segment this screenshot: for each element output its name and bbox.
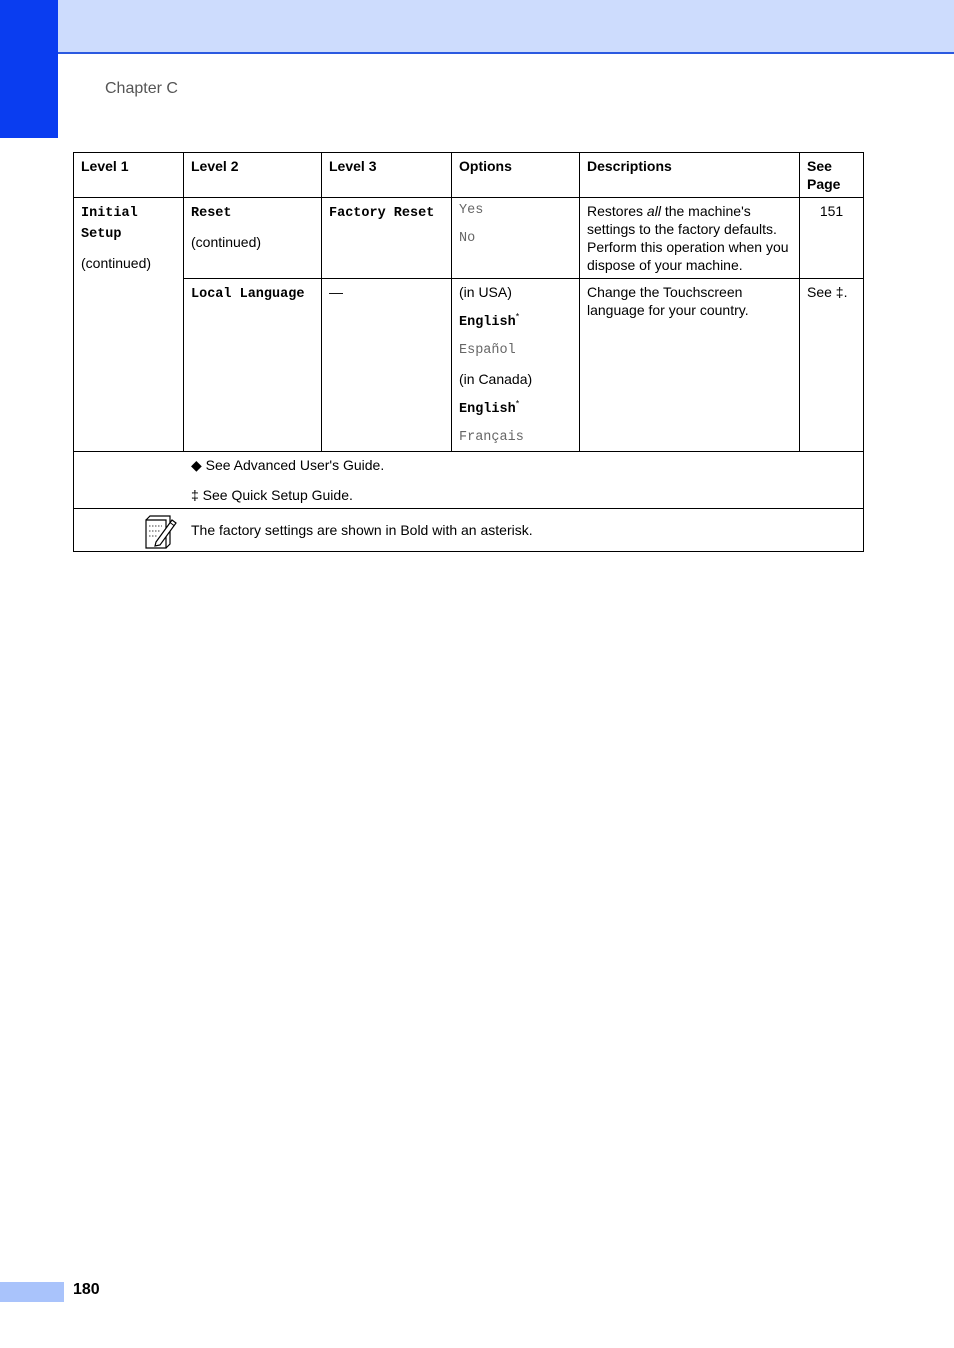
legend-row: [74, 452, 864, 509]
table-row: [74, 198, 864, 279]
chapter-tab-block: [0, 0, 58, 138]
usa-default-option: English: [459, 315, 516, 330]
col-header-level2: Level 2: [184, 153, 322, 198]
level2-cell: [184, 198, 322, 279]
default-asterisk: *: [515, 398, 520, 409]
level1-name: Initial Setup: [81, 206, 138, 242]
default-asterisk: *: [515, 311, 520, 322]
level3-factory-reset: Factory Reset: [329, 206, 435, 221]
legend-quick: ‡ See Quick Setup Guide.: [191, 487, 353, 503]
level2-note: (continued): [191, 234, 262, 250]
col-header-descriptions: Descriptions: [580, 153, 800, 198]
level3-cell: —: [322, 279, 452, 452]
level1-note: (continued): [81, 255, 152, 271]
level3-cell: [322, 198, 452, 279]
col-header-level1: Level 1: [74, 153, 184, 198]
option-yes: Yes: [459, 203, 484, 218]
options-cell: [452, 198, 580, 279]
canada-other-option: Français: [459, 430, 524, 445]
col-header-level3: Level 3: [322, 153, 452, 198]
usa-label: (in USA): [459, 284, 512, 300]
page-number-tab: [0, 1282, 64, 1302]
description-cell: [580, 198, 800, 279]
col-header-options: Options: [452, 153, 580, 198]
page-number: 180: [73, 1281, 100, 1298]
note-row: [74, 509, 864, 552]
canada-label: (in Canada): [459, 371, 533, 387]
level2-local-language: Local Language: [191, 287, 305, 302]
legend-advanced: ◆ See Advanced User's Guide.: [191, 457, 385, 473]
table-header-row: [74, 153, 864, 198]
canada-default-option: English: [459, 402, 516, 417]
settings-table: [73, 152, 864, 552]
option-no: No: [459, 231, 476, 246]
reset-desc-pre: Restores: [587, 203, 647, 219]
level2-reset: Reset: [191, 206, 232, 221]
page-cell: 151: [800, 198, 864, 279]
header-band: [58, 0, 954, 54]
level1-cell: [74, 198, 184, 452]
reset-desc-post: the machine's settings to the factory defaults. Perform this operation when you dispose of your machine.: [587, 203, 789, 273]
description-cell: Change the Touchscreen language for your country.: [580, 279, 800, 452]
page-cell: See ‡.: [800, 279, 864, 452]
options-cell: [452, 279, 580, 452]
usa-other-option: Español: [459, 343, 516, 358]
note-text: The factory settings are shown in Bold with an asterisk.: [191, 522, 533, 538]
level2-cell: [184, 279, 322, 452]
chapter-label: Chapter C: [105, 80, 178, 97]
note-pencil-icon: [142, 514, 178, 554]
table-row: [74, 279, 864, 452]
col-header-see-page: See Page: [800, 153, 864, 198]
reset-desc-em: all: [646, 203, 661, 219]
